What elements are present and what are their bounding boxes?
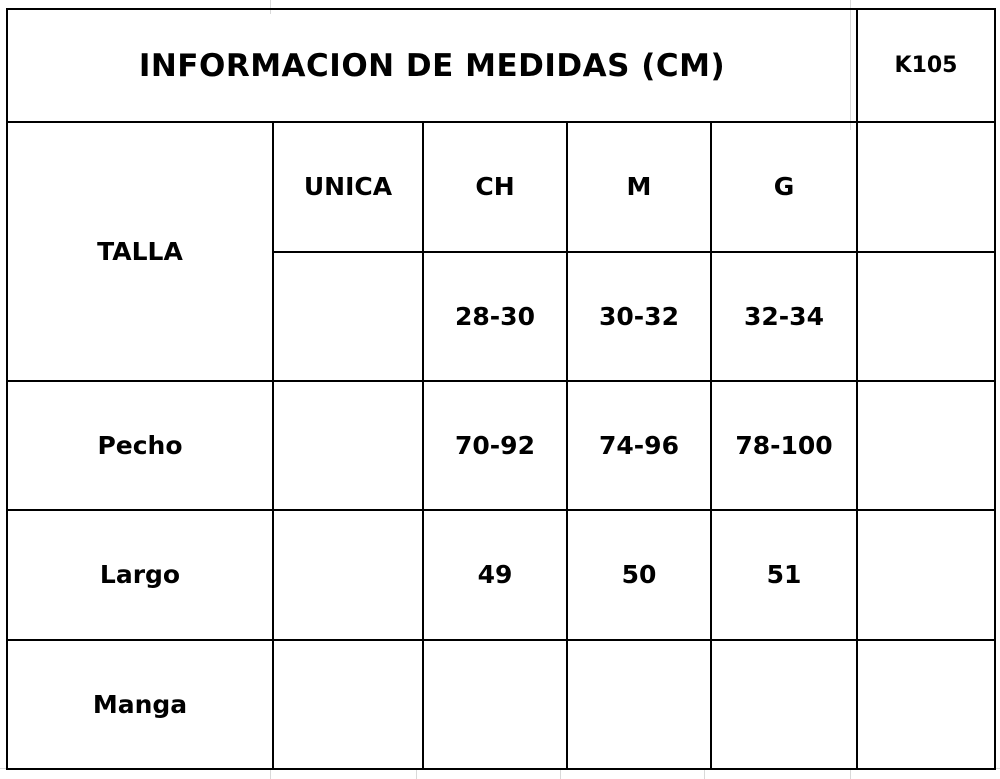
trailing-cell-pecho [857,381,995,510]
size-range-m: 30-32 [567,252,711,381]
manga-m [567,640,711,769]
manga-ch [423,640,567,769]
size-header-m: M [567,122,711,251]
manga-g [711,640,857,769]
row-label-talla: TALLA [7,122,273,381]
pecho-m: 74-96 [567,381,711,510]
size-header-ch: CH [423,122,567,251]
table-row-largo [7,510,995,639]
trailing-cell-ranges [857,252,995,381]
document-title: INFORMACION DE MEDIDAS (CM) [7,9,857,122]
table-row-title [7,9,995,122]
manga-unica [273,640,423,769]
largo-g: 51 [711,510,857,639]
size-range-g: 32-34 [711,252,857,381]
largo-m: 50 [567,510,711,639]
table-row-pecho [7,381,995,510]
size-range-unica [273,252,423,381]
row-label-largo: Largo [7,510,273,639]
largo-unica [273,510,423,639]
table-row-size-headers [7,122,995,251]
size-header-unica: UNICA [273,122,423,251]
pecho-g: 78-100 [711,381,857,510]
pecho-ch: 70-92 [423,381,567,510]
row-label-manga: Manga [7,640,273,769]
size-range-ch: 28-30 [423,252,567,381]
trailing-cell-headers [857,122,995,251]
row-label-pecho: Pecho [7,381,273,510]
size-header-g: G [711,122,857,251]
product-code: K105 [857,9,995,122]
largo-ch: 49 [423,510,567,639]
trailing-cell-manga [857,640,995,769]
measurements-table [6,8,996,770]
table-row-manga [7,640,995,769]
pecho-unica [273,381,423,510]
trailing-cell-largo [857,510,995,639]
